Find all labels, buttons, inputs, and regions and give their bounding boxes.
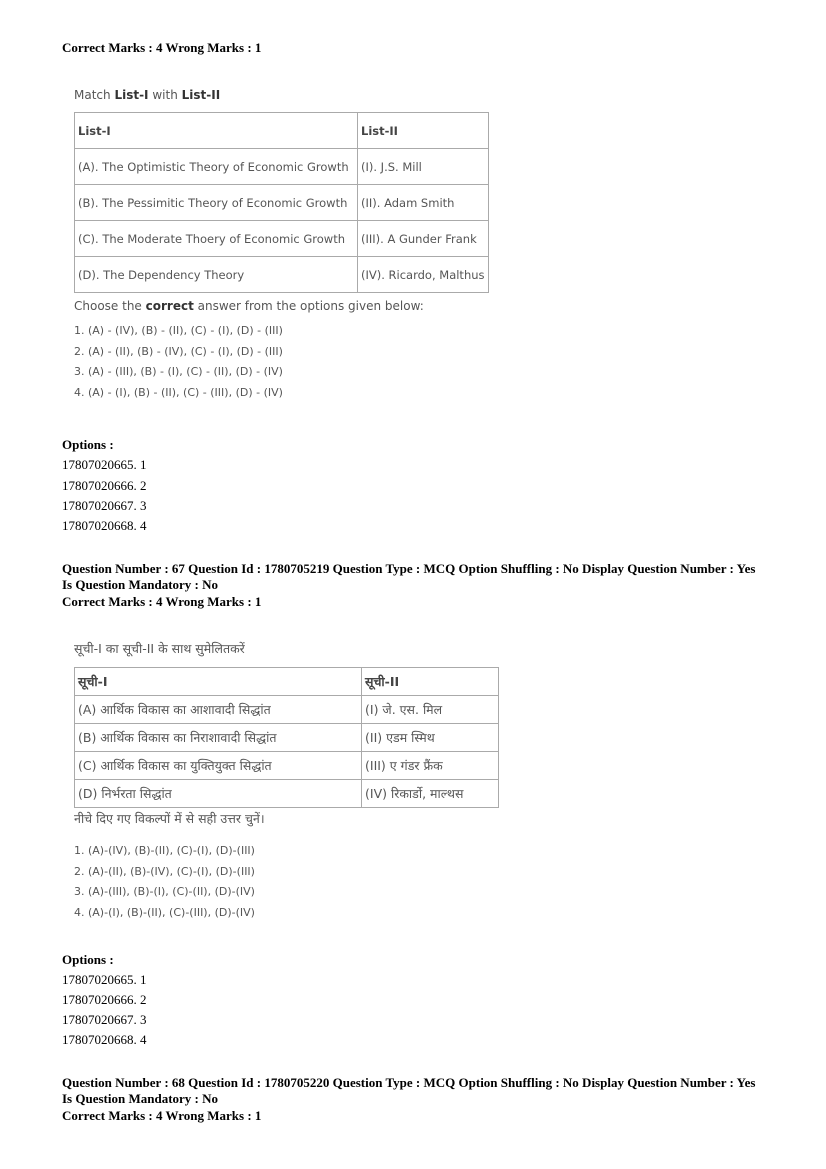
option-item: 17807020666. 2 bbox=[62, 992, 147, 1007]
table-cell: (D). The Dependency Theory bbox=[75, 257, 358, 293]
table-header-row bbox=[75, 668, 499, 696]
table-row bbox=[75, 149, 489, 185]
answer-choice: 1. (A)-(IV), (B)-(II), (C)-(I), (D)-(III) bbox=[74, 844, 255, 857]
table-cell: (I) जे. एस. मिल bbox=[362, 696, 499, 724]
table-cell: (III). A Gunder Frank bbox=[358, 221, 489, 257]
q67-options-label: Options : bbox=[62, 952, 114, 967]
table-row bbox=[75, 752, 499, 780]
q67-answer-list bbox=[74, 841, 499, 923]
table-cell: (I). J.S. Mill bbox=[358, 149, 489, 185]
answer-choice: 1. (A) - (IV), (B) - (II), (C) - (I), (D) - (III) bbox=[74, 324, 283, 337]
option-item: 17807020665. 1 bbox=[62, 972, 147, 987]
q66-answer-list bbox=[74, 321, 489, 403]
q68-header-line2: Is Question Mandatory : No bbox=[62, 1091, 219, 1106]
q67-instruction: सूची-I का सूची-II के साथ सुमेलितकरें bbox=[74, 641, 245, 656]
table-row bbox=[75, 257, 489, 293]
q66-choose-suffix: answer from the options given below: bbox=[193, 299, 424, 313]
table-cell: (A) आर्थिक विकास का आशावादी सिद्धांत bbox=[75, 696, 362, 724]
q66-choose-prefix: Choose the bbox=[74, 299, 146, 313]
q66-question-image bbox=[74, 88, 489, 403]
table-row bbox=[75, 724, 499, 752]
table-header-cell: List-I bbox=[75, 113, 358, 149]
table-cell: (B) आर्थिक विकास का निराशावादी सिद्धांत bbox=[75, 724, 362, 752]
q66-instruction-prefix: Match bbox=[74, 88, 115, 102]
table-cell: (D) निर्भरता सिद्धांत bbox=[75, 780, 362, 808]
table-cell: (A). The Optimistic Theory of Economic Growth bbox=[75, 149, 358, 185]
q66-instruction-with: with bbox=[148, 88, 182, 102]
option-item: 17807020667. 3 bbox=[62, 1012, 147, 1027]
answer-choice: 3. (A) - (III), (B) - (I), (C) - (II), (D) - (IV) bbox=[74, 365, 283, 378]
table-header-cell: List-II bbox=[358, 113, 489, 149]
q68-header-line3: Correct Marks : 4 Wrong Marks : 1 bbox=[62, 1108, 262, 1123]
answer-choice: 2. (A) - (II), (B) - (IV), (C) - (I), (D) - (III) bbox=[74, 344, 283, 358]
q68-header-line1: Question Number : 68 Question Id : 1780705220 Question Type : MCQ Option Shuffling : No Display Question Number : Yes bbox=[62, 1075, 756, 1090]
table-cell: (B). The Pessimitic Theory of Economic Growth bbox=[75, 185, 358, 221]
q66-instruction-list2: List-II bbox=[181, 88, 221, 102]
table-row bbox=[75, 221, 489, 257]
table-header-cell: सूची-I bbox=[75, 668, 362, 696]
table-cell: (II) एडम स्मिथ bbox=[362, 724, 499, 752]
q66-options-label: Options : bbox=[62, 437, 114, 452]
q66-match-table bbox=[74, 112, 489, 293]
option-item: 17807020665. 1 bbox=[62, 457, 147, 472]
q67-header-line2: Is Question Mandatory : No bbox=[62, 577, 219, 592]
answer-choice: 4. (A)-(I), (B)-(II), (C)-(III), (D)-(IV) bbox=[74, 905, 255, 919]
q66-instruction bbox=[74, 88, 489, 102]
table-row bbox=[75, 185, 489, 221]
q67-header-line1: Question Number : 67 Question Id : 1780705219 Question Type : MCQ Option Shuffling : No Display Question Number : Yes bbox=[62, 561, 756, 576]
option-item: 17807020667. 3 bbox=[62, 498, 147, 513]
table-cell: (III) ए गंडर फ्रैंक bbox=[362, 752, 499, 780]
q67-question-image bbox=[74, 640, 499, 923]
table-cell: (C). The Moderate Thoery of Economic Growth bbox=[75, 221, 358, 257]
q66-instruction-list1: List-I bbox=[114, 88, 149, 102]
answer-choice: 4. (A) - (I), (B) - (II), (C) - (III), (D) - (IV) bbox=[74, 385, 283, 399]
q67-header-line3: Correct Marks : 4 Wrong Marks : 1 bbox=[62, 594, 262, 609]
option-item: 17807020668. 4 bbox=[62, 1032, 147, 1047]
table-cell: (IV) रिकार्डो, माल्थस bbox=[362, 780, 499, 808]
top-marks-line: Correct Marks : 4 Wrong Marks : 1 bbox=[62, 40, 262, 55]
q66-choose-bold: correct bbox=[145, 299, 194, 313]
table-cell: (C) आर्थिक विकास का युक्तियुक्त सिद्धांत bbox=[75, 752, 362, 780]
q67-match-table bbox=[74, 667, 499, 808]
table-row bbox=[75, 780, 499, 808]
option-item: 17807020668. 4 bbox=[62, 518, 147, 533]
q67-choose-instruction: नीचे दिए गए विकल्पों में से सही उत्तर चुनें। bbox=[74, 811, 265, 826]
table-header-row bbox=[75, 113, 489, 149]
answer-choice: 3. (A)-(III), (B)-(I), (C)-(II), (D)-(IV) bbox=[74, 885, 255, 898]
answer-choice: 2. (A)-(II), (B)-(IV), (C)-(I), (D)-(III) bbox=[74, 864, 255, 878]
table-header-cell: सूची-II bbox=[362, 668, 499, 696]
q66-choose-instruction bbox=[74, 299, 489, 313]
table-cell: (IV). Ricardo, Malthus bbox=[358, 257, 489, 293]
table-cell: (II). Adam Smith bbox=[358, 185, 489, 221]
table-row bbox=[75, 696, 499, 724]
option-item: 17807020666. 2 bbox=[62, 478, 147, 493]
